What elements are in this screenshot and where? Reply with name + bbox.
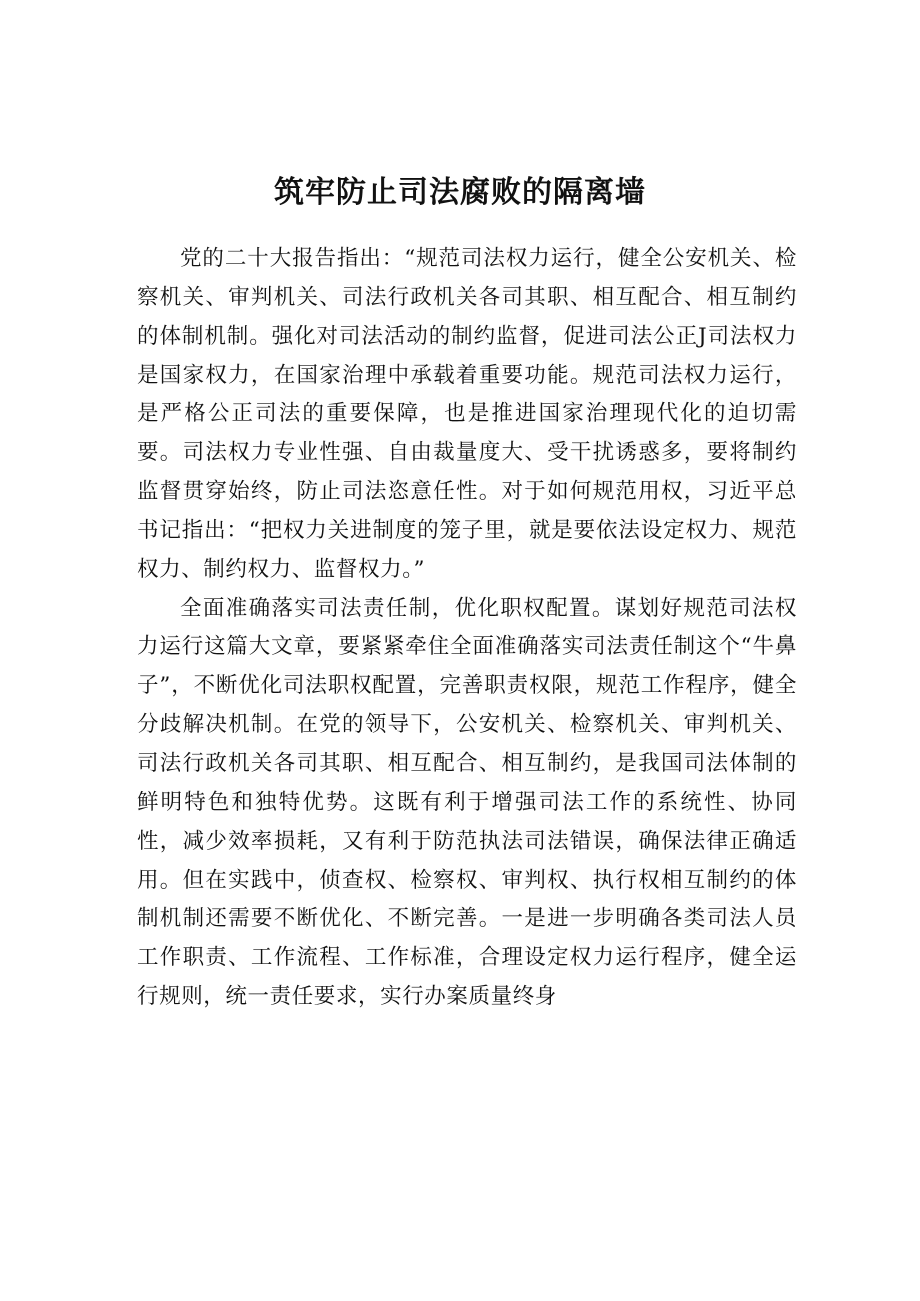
document-title: 筑牢防止司法腐败的隔离墙 — [274, 175, 646, 211]
paragraph-1: 党的二十大报告指出：“规范司法权力运行，健全公安机关、检察机关、审判机关、司法行政机关各司其职、相互配合、相互制约的体制机制。强化对司法活动的制约监督，促进司法公正J司法权力是国家权力，在国家治理中承载着重要功能。规范司法权力运行，是严格公正司法的重要保障，也是推进国家治理现代化的迫切需要。司法权力专业性强、自由裁量度大、受干扰诱惑多，要将制约监督贯穿始终，防止司法恣意任性。对于如何规范用权，习近平总书记指出：“把权力关进制度的笼子里，就是要依法设定权力、规范权力、制约权力、监督权力。” — [137, 246, 797, 582]
paragraph-2: 全面准确落实司法责任制，优化职权配置。谋划好规范司法权力运行这篇大文章，要紧紧牵住全面准确落实司法责任制这个“牛鼻子”，不断优化司法职权配置，完善职责权限，规范工作程序，健全分歧解决机制。在党的领导下，公安机关、检察机关、审判机关、司法行政机关各司其职、相互配合、相互制约，是我国司法体制的鲜明特色和独特优势。这既有利于增强司法工作的系统性、协同性，减少效率损耗，又有利于防范执法司法错误，确保法律正确适用。但在实践中，侦查权、检察权、审判权、执行权相互制约的体制机制还需要不断优化、不断完善。一是进一步明确各类司法人员工作职责、工作流程、工作标准，合理设定权力运行程序，健全运行规则，统一责任要求，实行办案质量终身 — [137, 595, 797, 1010]
document-body — [137, 240, 797, 1017]
